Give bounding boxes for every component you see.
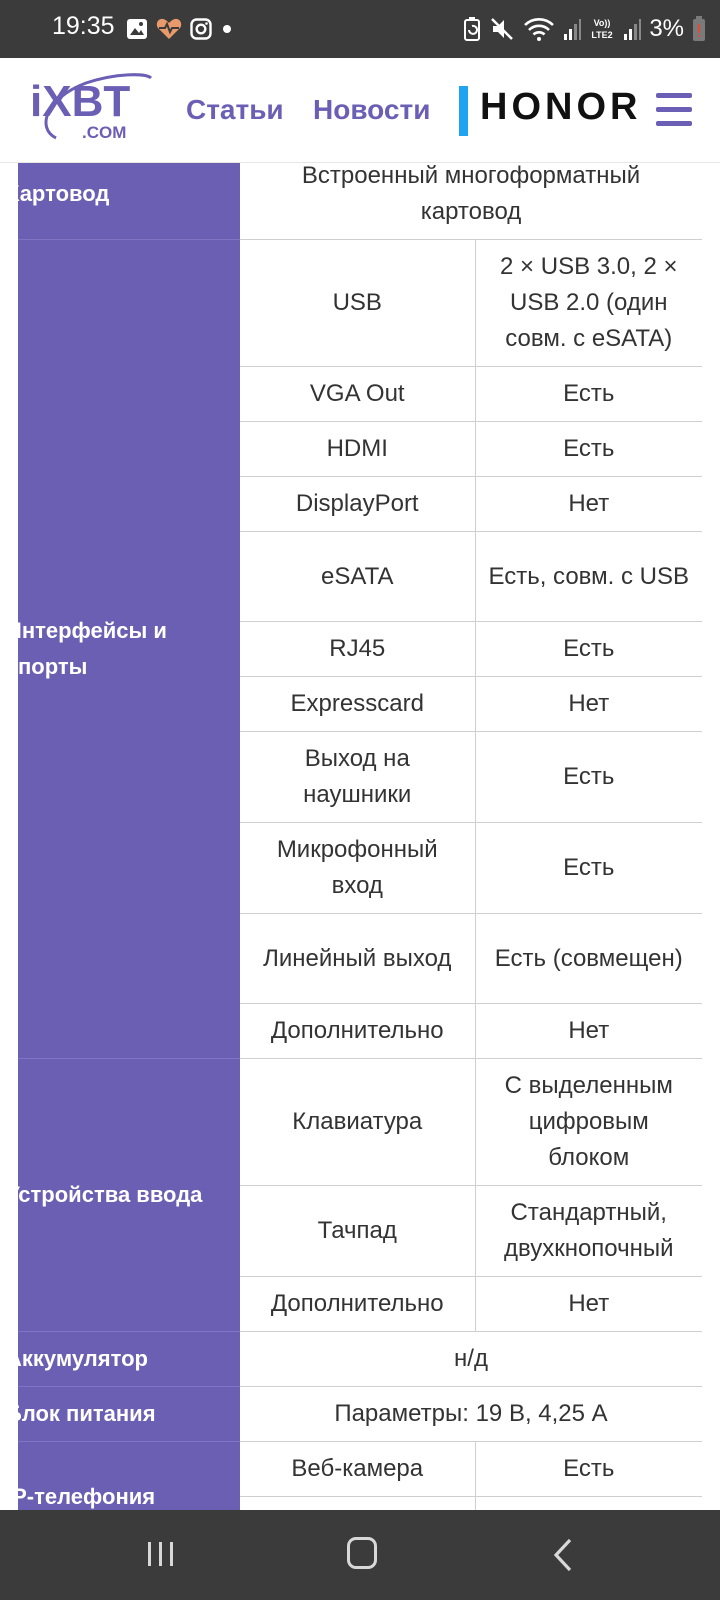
instagram-icon [190, 18, 212, 40]
wifi-icon [523, 16, 555, 42]
logo-main-text: iXBT [30, 77, 131, 126]
value-cell: 2 × USB 3.0, 2 × USB 2.0 (один совм. с eSATA) [475, 240, 702, 367]
system-icons [463, 12, 706, 46]
sub-label-cell: Дополнительно [240, 1004, 475, 1059]
logo-sub-text: .COM [82, 123, 127, 142]
sub-label-cell: USB [240, 240, 475, 367]
category-cell: IP-телефония [18, 1442, 240, 1511]
category-cell: Блок питания [18, 1387, 240, 1442]
sub-label-cell: Дополнительно [240, 1277, 475, 1332]
spec-table [6, 163, 702, 1510]
table-row [18, 1442, 702, 1497]
sub-label-cell: Веб-камера [240, 1442, 475, 1497]
value-cell: Есть [475, 367, 702, 422]
spec-table-container [0, 163, 720, 1510]
sub-label-cell: Линейный выход [240, 914, 475, 1004]
table-row [18, 1387, 702, 1442]
hamburger-menu-icon[interactable] [656, 93, 692, 127]
sub-label-cell: RJ45 [240, 622, 475, 677]
sub-label-cell: VGA Out [240, 367, 475, 422]
back-icon[interactable] [552, 1538, 574, 1572]
recent-apps-icon[interactable] [146, 1540, 176, 1568]
table-row [18, 163, 702, 240]
system-nav-bar [0, 1510, 720, 1600]
value-cell [475, 1497, 702, 1511]
mute-icon [489, 16, 515, 42]
home-icon[interactable] [347, 1537, 377, 1569]
category-cell: Интерфейсы и порты [18, 240, 240, 1059]
sub-label-cell: HDMI [240, 422, 475, 477]
site-header [0, 58, 720, 163]
category-cell: Устройства ввода [18, 1059, 240, 1332]
signal-2-icon [623, 16, 641, 42]
sub-label-cell: Клавиатура [240, 1059, 475, 1186]
table-row [18, 1332, 702, 1387]
sub-label-cell [240, 1497, 475, 1511]
value-cell: Нет [475, 477, 702, 532]
signal-1-icon [563, 16, 581, 42]
sub-label-cell: Expresscard [240, 677, 475, 732]
value-cell: С выделенным цифровым блоком [475, 1059, 702, 1186]
health-heart-icon [156, 18, 182, 40]
value-cell: Есть [475, 823, 702, 914]
status-bar [0, 0, 720, 58]
battery-saver-icon [463, 16, 481, 42]
notification-icons [126, 14, 234, 44]
value-cell: Нет [475, 1277, 702, 1332]
sub-label-cell: DisplayPort [240, 477, 475, 532]
svg-text:LTE2: LTE2 [591, 30, 613, 40]
value-cell: н/д [240, 1332, 702, 1387]
nav-articles-link[interactable]: Статьи [186, 94, 284, 125]
table-row [18, 240, 702, 367]
value-cell: Есть [475, 732, 702, 823]
honor-ad-logo[interactable]: HONOR [480, 86, 642, 128]
svg-text:Vo)): Vo)) [593, 18, 611, 28]
category-cell: Аккумулятор [18, 1332, 240, 1387]
battery-percent: 3% [649, 15, 684, 42]
value-cell: Есть [475, 422, 702, 477]
value-cell: Встроенный многоформатный картовод [240, 163, 702, 240]
sub-label-cell: eSATA [240, 532, 475, 622]
table-row [18, 1059, 702, 1186]
value-cell: Параметры: 19 В, 4,25 А [240, 1387, 702, 1442]
status-time: 19:35 [52, 12, 115, 40]
value-cell: Нет [475, 677, 702, 732]
value-cell: Есть [475, 622, 702, 677]
battery-low-icon [692, 16, 706, 42]
category-cell: Картовод [18, 163, 240, 240]
value-cell: Есть (совмещен) [475, 914, 702, 1004]
honor-ad-bar [459, 86, 468, 136]
ixbt-logo[interactable] [26, 68, 161, 148]
value-cell: Нет [475, 1004, 702, 1059]
nav-news-link[interactable]: Новости [313, 94, 431, 125]
sub-label-cell: Выход на наушники [240, 732, 475, 823]
sub-label-cell: Микрофонный вход [240, 823, 475, 914]
gallery-icon [126, 18, 148, 40]
sub-label-cell: Тачпад [240, 1186, 475, 1277]
more-notifications-dot-icon [220, 18, 234, 40]
value-cell: Есть, совм. с USB [475, 532, 702, 622]
volte-lte2-icon [589, 16, 615, 42]
value-cell: Есть [475, 1442, 702, 1497]
value-cell: Стандартный, двухкнопочный [475, 1186, 702, 1277]
